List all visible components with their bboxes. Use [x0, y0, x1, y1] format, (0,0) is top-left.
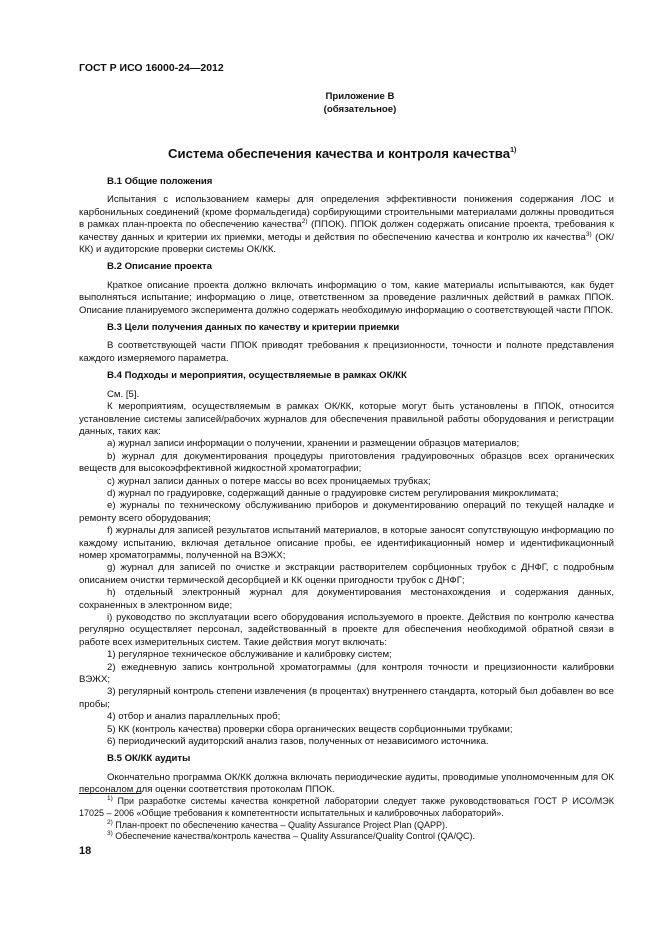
footnote-marker: 3)	[107, 830, 113, 838]
list-item-d: d) журнал по градуировке, содержащий данные о градуировке систем регулирования микроклимата;	[107, 487, 559, 499]
paragraph-b5: Окончательно программа ОК/КК должна включать периодические аудиты, проводимые уполномоченным для ОК персоналом для оценки соответствия протоколам ППОК.	[79, 771, 614, 796]
list-item-3: 3) регулярный контроль степени извлечения (в процентах) внутреннего стандарта, который был добавлен во все пробы;	[79, 686, 614, 710]
paragraph-b2: Краткое описание проекта должно включать информацию о том, какие материалы испытываются, как будет выполняться испытание; информацию о лице, ответственном за проведение различных действий в рамках ППОК. Описание планируемого эксперимента должно содержать необходимую информацию о соответствующей части ППОК.	[79, 279, 614, 316]
list-item-6: 6) периодический аудиторский анализ газов, полученных от независимого источника.	[107, 736, 489, 748]
list-item-2: 2) ежедневную запись контрольной хроматограммы (для контроля точности и прецизионности калибровки ВЭЖХ;	[79, 661, 614, 686]
list-item-h: h) отдельный электронный журнал для документирования местонахождения и содержания данных, сохраненных в электронном виде;	[79, 587, 614, 611]
paragraph-b4-ref: См. [5].	[107, 388, 140, 400]
section-heading-b2: В.2 Описание проекта	[107, 261, 212, 273]
list-item-c: c) журнал записи данных о потере массы во всех проницаемых трубках;	[107, 475, 431, 487]
list-item-g: g) журнал для записей по очистке и экстракции растворителем сорбционных трубок с ДНФГ, с подробным описанием очистки термической десорбцией и КК оценки пригодности трубок с ДНФГ;	[79, 562, 614, 586]
footnote-text: План-проект по обеспечению качества – Quality Assurance Project Plan (QAPP).	[112, 819, 448, 830]
appendix-label: Приложение В	[325, 91, 395, 102]
text-run: Испытания с использованием камеры для определения эффективности понижения содержания ЛОС и карбонильных соединений (кроме формальдегида) сорбирующими строительными материалами должны проводиться в рамках план-проекта по обеспечению качества	[79, 194, 614, 231]
footnote-marker: 2)	[107, 818, 113, 826]
list-item-e: e) журналы по техническому обслуживанию приборов и документированию операций по текущей наладке и ремонту всего оборудования;	[79, 500, 614, 524]
list-item-1: 1) регулярное техническое обслуживание и калибровку систем;	[107, 649, 392, 661]
footnote-separator	[79, 793, 141, 794]
footnote-2	[79, 820, 614, 832]
section-heading-b4: В.4 Подходы и мероприятия, осуществляемые в рамках ОК/КК	[107, 370, 407, 382]
appendix-status: (обязательное)	[323, 103, 397, 115]
footnote-1	[79, 796, 614, 820]
appendix-title	[168, 148, 516, 160]
footnote-marker: 1)	[107, 795, 113, 802]
list-item-b: b) журнал для документирования процедуры приготовления градуировочных образцов всех органических веществ для высокоэффективной жидкостной хроматографии;	[79, 450, 614, 475]
list-item-4: 4) отбор и анализ параллельных проб;	[107, 711, 281, 723]
paragraph-b4-intro: К мероприятиям, осуществляемым в рамках ОК/КК, которые могут быть установлены в ППОК, относится установление системы записей/рабочих журналов для обеспечения правильной работы оборудования и регистрации данных, таких как:	[79, 401, 614, 437]
footnote-text: Обеспечение качества/контроль качества – Quality Assurance/Quality Control (QA/QC).	[112, 831, 475, 842]
footnote-3	[79, 831, 614, 843]
page-number: 18	[79, 845, 92, 857]
appendix-block	[280, 91, 440, 116]
section-heading-b3: В.3 Цели получения данных по качеству и критерии приемки	[107, 322, 400, 334]
text-run: (ППОК). ППОК должен содержать описание проекта, требования к качеству данных и критерии их приемки, методы и действия по обеспечению качества и контролю их качества	[79, 219, 614, 243]
appendix-title-text: Система обеспечения качества и контроля качества	[168, 146, 511, 161]
list-item-f: f) журналы для записей результатов испытаний материалов, в которые заносят сопутствующую информацию по каждому испытанию, включая детальное описание пробы, ее идентификационный номер и идентификационный номер хроматограммы, полученной на ВЭЖХ;	[79, 525, 614, 561]
paragraph-b1	[79, 194, 614, 256]
footnote-marker: 2)	[301, 218, 308, 226]
paragraph-b3: В соответствующей части ППОК приводят требования к прецизионности, точности и полноте представления каждого измеряемого параметра.	[79, 340, 614, 364]
section-heading-b1: В.1 Общие положения	[107, 176, 213, 187]
main-content	[79, 176, 614, 797]
text-run: (ОК/КК) и аудиторские проверки системы ОК/КК.	[79, 231, 614, 256]
list-item-a: a) журнал записи информации о получении, хранении и размещении образцов материалов;	[107, 438, 520, 450]
list-item-5: 5) КК (контроль качества) проверки сбора органических веществ сорбционными трубками;	[107, 723, 513, 735]
title-footnote-marker: 1)	[510, 147, 517, 154]
footnote-marker: 3)	[585, 230, 592, 238]
list-item-i: i) руководство по эксплуатации всего оборудования используемого в проекте. Действия по контролю качества регулярно осуществляет персонал, задействованный в проекте для обеспечения необходимой обратной связи в работе всех измерительных систем. Такие действия могут включать:	[79, 612, 614, 648]
footnotes	[79, 796, 614, 843]
standard-header: ГОСТ Р ИСО 16000-24—2012	[79, 62, 224, 74]
footnote-text: При разработке системы качества конкретной лаборатории следует также руководствоваться ГОСТ Р ИСО/МЭК 17025 – 2006 «Общие требования к компетентности испытательных и калибровочных лабораторий».	[79, 796, 614, 818]
section-heading-b5: В.5 ОК/КК аудиты	[107, 753, 191, 765]
